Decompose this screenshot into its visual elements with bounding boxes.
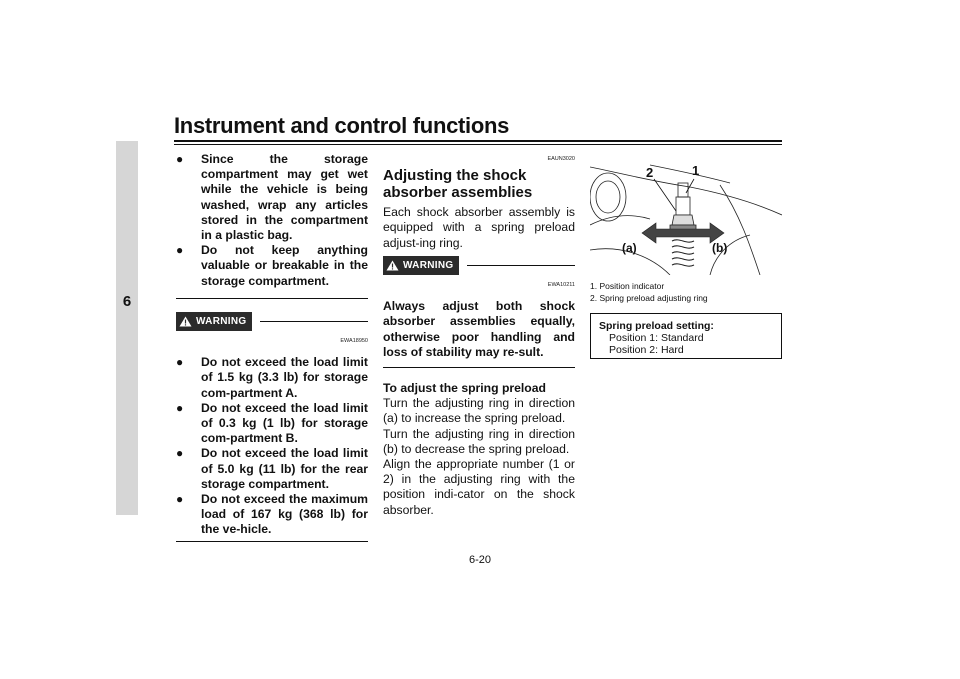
paragraph: Turn the adjusting ring in direction (b) to decrease the spring preload. [383,426,575,456]
header-rule [174,140,782,145]
list-item: ● Do not exceed the load limit of 1.5 kg (3.3 lb) for storage com-partment A. [176,355,368,401]
figure-label-b: (b) [712,241,728,255]
warning-code: EWA10211 [547,282,575,289]
figure-label-a: (a) [622,241,637,255]
section-code: EAUN3020 [547,156,575,162]
left-column [176,152,368,542]
list-item: ● Do not exceed the load limit of 0.3 kg (1 lb) for storage com-partment B. [176,401,368,447]
intro-paragraph: Each shock absorber assembly is equipped with a spring preload adjust-ing ring. [383,205,575,250]
warning-code: EWA18950 [340,338,368,345]
subheading: To adjust the spring preload [383,381,546,396]
page-title: Instrument and control functions [174,113,510,138]
paragraph: Align the appropriate number (1 or 2) in the adjusting ring with the position indi-cator on the shock absorber. [383,457,575,517]
warning-bullets [176,355,368,537]
warning-header [383,256,575,275]
chapter-tab-number: 6 [122,293,132,310]
figure-captions [590,280,782,304]
divider [176,541,368,542]
warning-label: WARNING [403,259,454,271]
list-item: ● Since the storage compartment may get wet while the vehicle is being washed, wrap any articles stored in the compartment in a plastic bag. [176,152,368,243]
shock-absorber-figure [590,155,782,275]
paragraph: Turn the adjusting ring in direction (a) to increase the spring preload. [383,396,575,426]
spring-preload-setting-box [590,313,782,359]
shock-absorber-illustration [590,155,782,275]
setting-line: Position 2: Hard [609,344,684,356]
caption-item: 1. Position indicator [590,281,665,291]
warning-label: WARNING [196,315,247,327]
chapter-tab [116,141,138,515]
section-heading: Adjusting the shock absorber assemblies [383,167,533,202]
warning-header [176,312,368,331]
warning-badge [176,312,252,331]
figure-label-2: 2 [646,165,654,180]
warning-triangle-icon [179,316,192,327]
warning-triangle-icon [386,260,399,271]
caption-item: 2. Spring preload adjusting ring [590,293,708,303]
storage-bullets [176,152,368,289]
middle-column [383,152,575,518]
list-item: ● Do not exceed the maximum load of 167 kg (368 lb) for the ve-hicle. [176,492,368,538]
figure-label-1: 1 [692,163,700,178]
setting-box-title: Spring preload setting: [599,320,714,332]
setting-line: Position 1: Standard [609,332,704,344]
list-item: ● Do not exceed the load limit of 5.0 kg (11 lb) for the rear storage compartment. [176,446,368,492]
list-item: ● Do not keep anything valuable or breakable in the storage compartment. [176,243,368,289]
warning-text: Always adjust both shock absorber assemblies equally, otherwise poor handling and loss of stability may re-sult. [383,299,575,359]
warning-badge [383,256,459,275]
page-number: 6-20 [468,554,492,566]
